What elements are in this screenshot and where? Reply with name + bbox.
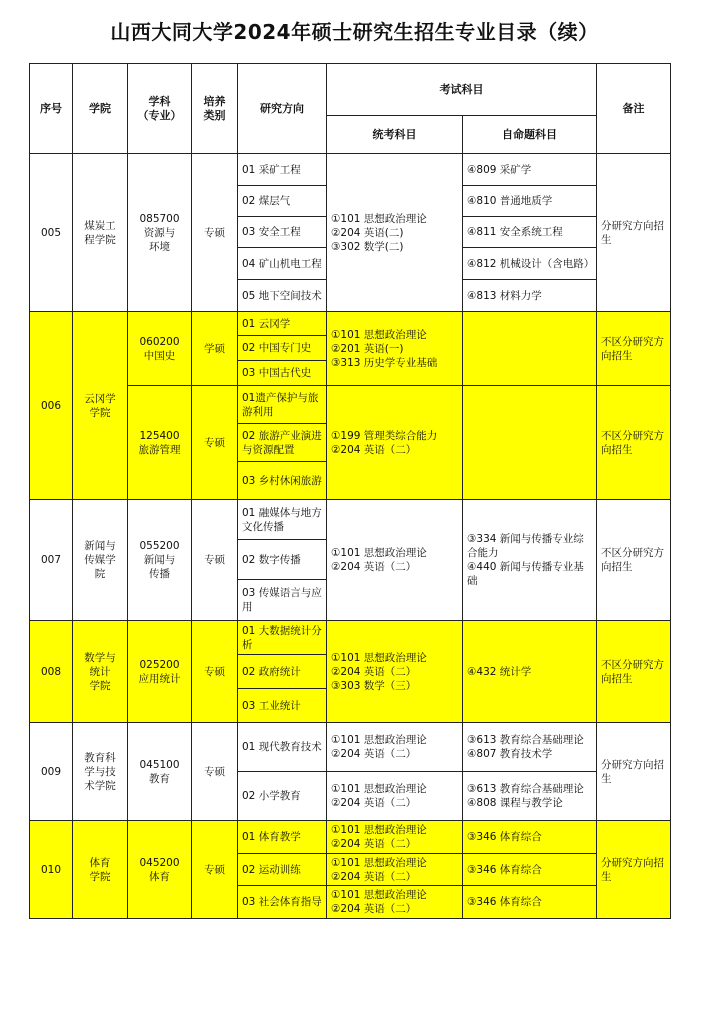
type-cell: 专硕 (192, 154, 238, 312)
header-unified: 统考科目 (327, 116, 463, 154)
major-cell: 025200 应用统计 (128, 621, 192, 723)
remark-cell: 分研究方向招生 (597, 154, 671, 312)
type-cell: 专硕 (192, 386, 238, 500)
header-direction: 研究方向 (238, 64, 327, 154)
direction-cell: 02 小学教育 (238, 772, 327, 821)
direction-cell: 03 传媒语言与应用 (238, 580, 327, 621)
major-cell: 045100 教育 (128, 723, 192, 821)
header-remark: 备注 (597, 64, 671, 154)
direction-cell: 02 运动训练 (238, 854, 327, 886)
self-cell: ④810 普通地质学 (463, 186, 597, 217)
self-cell: ③613 教育综合基础理论 ④808 课程与教学论 (463, 772, 597, 821)
remark-cell: 分研究方向招生 (597, 723, 671, 821)
header-row (30, 64, 671, 116)
major-cell: 060200 中国史 (128, 312, 192, 386)
direction-cell: 02 数字传播 (238, 540, 327, 580)
unified-cell: ①101 思想政治理论 ②204 英语（二） (327, 723, 463, 772)
type-cell: 专硕 (192, 621, 238, 723)
remark-cell: 不区分研究方向招生 (597, 312, 671, 386)
college-cell: 煤炭工 程学院 (73, 154, 128, 312)
direction-cell: 01 云冈学 (238, 312, 327, 336)
page-title: 山西大同大学2024年硕士研究生招生专业目录（续） (110, 20, 599, 44)
direction-cell: 01 大数据统计分析 (238, 621, 327, 655)
type-cell: 专硕 (192, 723, 238, 821)
remark-cell: 不区分研究方向招生 (597, 500, 671, 621)
direction-cell: 02 旅游产业演进与资源配置 (238, 424, 327, 462)
table-row (30, 723, 671, 772)
remark-cell: 不区分研究方向招生 (597, 621, 671, 723)
direction-cell: 01 采矿工程 (238, 154, 327, 186)
unified-cell: ①101 思想政治理论 ②204 英语（二） (327, 772, 463, 821)
college-cell: 新闻与 传媒学 院 (73, 500, 128, 621)
self-cell: ④811 安全系统工程 (463, 217, 597, 248)
major-cell: 085700 资源与 环境 (128, 154, 192, 312)
direction-cell: 01 现代教育技术 (238, 723, 327, 772)
direction-cell: 01遗产保护与旅游利用 (238, 386, 327, 424)
self-cell (463, 312, 597, 386)
self-cell: ④813 材料力学 (463, 280, 597, 312)
direction-cell: 03 社会体育指导 (238, 886, 327, 919)
header-type: 培养 类别 (192, 64, 238, 154)
college-cell: 体育 学院 (73, 821, 128, 919)
header-self: 自命题科目 (463, 116, 597, 154)
self-cell: ③613 教育综合基础理论 ④807 教育技术学 (463, 723, 597, 772)
direction-cell: 02 煤层气 (238, 186, 327, 217)
unified-cell: ①101 思想政治理论 ②204 英语（二） (327, 500, 463, 621)
seq-cell: 007 (30, 500, 73, 621)
table-row (30, 312, 671, 336)
direction-cell: 05 地下空间技术 (238, 280, 327, 312)
direction-cell: 02 政府统计 (238, 655, 327, 689)
college-cell: 教育科 学与技 术学院 (73, 723, 128, 821)
unified-cell: ①101 思想政治理论 ②201 英语(一) ③313 历史学专业基础 (327, 312, 463, 386)
self-cell: ③346 体育综合 (463, 821, 597, 854)
catalog-table (29, 63, 671, 919)
header-seq: 序号 (30, 64, 73, 154)
direction-cell: 03 安全工程 (238, 217, 327, 248)
direction-cell: 04 矿山机电工程 (238, 248, 327, 280)
unified-cell: ①101 思想政治理论 ②204 英语(二) ③302 数学(二) (327, 154, 463, 312)
table-row (30, 621, 671, 655)
seq-cell: 005 (30, 154, 73, 312)
unified-cell: ①101 思想政治理论 ②204 英语（二） ③303 数学（三） (327, 621, 463, 723)
seq-cell: 008 (30, 621, 73, 723)
self-cell (463, 386, 597, 500)
header-major: 学科 （专业） (128, 64, 192, 154)
type-cell: 专硕 (192, 500, 238, 621)
type-cell: 学硕 (192, 312, 238, 386)
direction-cell: 03 中国古代史 (238, 361, 327, 386)
seq-cell: 009 (30, 723, 73, 821)
major-cell: 125400 旅游管理 (128, 386, 192, 500)
table-row (30, 154, 671, 186)
direction-cell: 02 中国专门史 (238, 336, 327, 361)
self-cell: ④809 采矿学 (463, 154, 597, 186)
remark-cell: 分研究方向招生 (597, 821, 671, 919)
seq-cell: 010 (30, 821, 73, 919)
direction-cell: 03 工业统计 (238, 689, 327, 723)
direction-cell: 01 融媒体与地方文化传播 (238, 500, 327, 540)
self-cell: ③346 体育综合 (463, 854, 597, 886)
college-cell: 云冈学 学院 (73, 312, 128, 500)
unified-cell: ①101 思想政治理论 ②204 英语（二） (327, 821, 463, 854)
table-row (30, 821, 671, 854)
college-cell: 数学与 统计 学院 (73, 621, 128, 723)
unified-cell: ①101 思想政治理论 ②204 英语（二） (327, 886, 463, 919)
header-exam: 考试科目 (327, 64, 597, 116)
direction-cell: 01 体育教学 (238, 821, 327, 854)
self-cell: ③346 体育综合 (463, 886, 597, 919)
self-cell: ④432 统计学 (463, 621, 597, 723)
table-row (30, 500, 671, 540)
direction-cell: 03 乡村休闲旅游 (238, 462, 327, 500)
header-college: 学院 (73, 64, 128, 154)
remark-cell: 不区分研究方向招生 (597, 386, 671, 500)
major-cell: 045200 体育 (128, 821, 192, 919)
type-cell: 专硕 (192, 821, 238, 919)
self-cell: ④812 机械设计（含电路） (463, 248, 597, 280)
seq-cell: 006 (30, 312, 73, 500)
self-cell: ③334 新闻与传播专业综合能力 ④440 新闻与传播专业基础 (463, 500, 597, 621)
major-cell: 055200 新闻与 传播 (128, 500, 192, 621)
unified-cell: ①101 思想政治理论 ②204 英语（二） (327, 854, 463, 886)
unified-cell: ①199 管理类综合能力 ②204 英语（二） (327, 386, 463, 500)
